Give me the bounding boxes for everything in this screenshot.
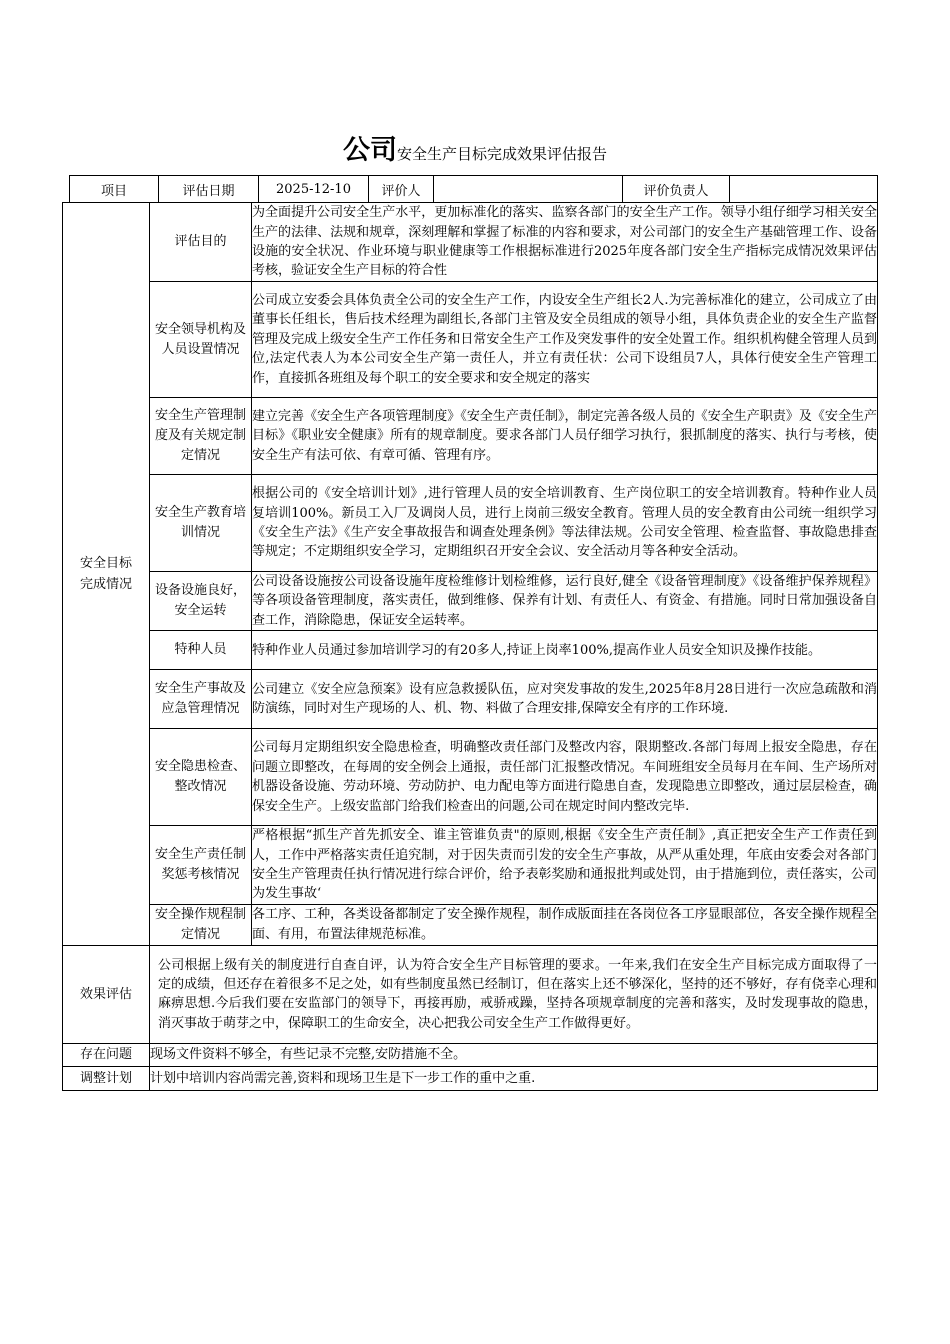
table-row — [63, 1066, 878, 1090]
table-row — [63, 670, 878, 729]
responsible-value — [730, 176, 878, 203]
date-value: 2025-12-10 — [259, 176, 369, 203]
row-text: 各工序、工种，各类设备都制定了安全操作规程，制作成版面挂在各岗位各工序显眼部位，各安全操作规程全面、有用，布置法律规范标准。 — [252, 904, 878, 945]
table-row — [63, 1043, 878, 1066]
row-text: 公司每月定期组织安全隐患检查，明确整改责任部门及整改内容，限期整改.各部门每周上报安全隐患，存在问题立即整改，在每周的安全例会上通报，责任部门汇报整改情况。车间班组安全员每月在车间、生产场所对机器设备设施、劳动环境、劳动防护、电力配电等方面进行隐患自查，发现隐患立即整改，通过层层检查，确保安全生产。上级安监部门给我们检查出的问题,公司在规定时间内整改完毕. — [252, 729, 878, 826]
project-label: 项目 — [70, 176, 159, 203]
report-title — [0, 134, 950, 171]
row-text: 特种作业人员通过参加培训学习的有20多人,持证上岗率100%,提高作业人员安全知识及操作技能。 — [252, 631, 878, 670]
table-row — [63, 398, 878, 475]
problems-label: 存在问题 — [63, 1043, 150, 1066]
table-row — [63, 475, 878, 572]
responsible-label: 评价负责人 — [623, 176, 730, 203]
header-row — [70, 176, 878, 203]
report-subtitle: 安全生产目标完成效果评估报告 — [396, 145, 607, 163]
table-row — [63, 203, 878, 282]
company-name: 公司 — [342, 135, 397, 166]
row-text: 公司建立《安全应急预案》设有应急救援队伍，应对突发事故的发生,2025年8月28日进行一次应急疏散和消防演练，同时对生产现场的人、机、物、料做了合理安排,保障安全有序的工作环境. — [252, 670, 878, 729]
row-text: 严格根据“抓生产首先抓安全、谁主管谁负责"的原则,根据《安全生产责任制》,真正把安全生产工作责任到人，工作中严格落实责任追究制，对于因失责而引发的安全生产事故，从严从重处理，年底由安委会对各部门安全生产管理责任执行情况进行综合评价，给予表彰奖励和通报批判或处罚，由于措施到位，责任落实，公司为发生事故‘ — [252, 826, 878, 905]
row-label: 安全领导机构及人员设置情况 — [150, 282, 252, 398]
category-completion: 安全目标完成情况 — [63, 203, 150, 946]
row-label: 安全生产教育培训情况 — [150, 475, 252, 572]
row-text: 公司成立安委会具体负责全公司的安全生产工作，内设安全生产组长2人.为完善标准化的建立，公司成立了由董事长任组长，售后技术经理为副组长,各部门主管及安全员组成的领导小组，具体负责企业的安全生产监督管理及完成上级安全生产工作任务和日常安全生产工作及突发事件的安全处置工作。组织机构健全管理人员到位,法定代表人为本公司安全生产第一责任人，并立有责任状：公司下设组员7人，具体行使安全生产管理工作，直接抓各班组及每个职工的安全要求和安全规定的落实 — [252, 282, 878, 398]
row-text: 根据公司的《安全培训计划》,进行管理人员的安全培训教育、生产岗位职工的安全培训教育。特种作业人员复培训100%。新员工入厂及调岗人员，进行上岗前三级安全教育。管理人员的安全教育由公司统一组织学习《安全生产法》《生产安全事故报告和调查处理条例》等法律法规。公司安全管理、检查监督、事故隐患排查等规定；不定期组织安全学习，定期组织召开安全会议、安全活动月等各种安全活动。 — [252, 475, 878, 572]
assessment-table — [62, 202, 878, 1091]
effect-label: 效果评估 — [63, 945, 150, 1043]
row-label: 安全生产事故及应急管理情况 — [150, 670, 252, 729]
effect-text: 公司根据上级有关的制度进行自查自评，认为符合安全生产目标管理的要求。一年来,我们在安全生产目标完成方面取得了一定的成绩，但还存在着很多不足之处，如有些制度虽然已经制订，但在落实上还不够深化，坚持的还不够好，存有侥幸心理和麻痹思想.今后我们要在安监部门的领导下，再接再励，戒骄戒躁，坚持各项规章制度的完善和落实，及时发现事故的隐患，消灭事故于萌芽之中，保障职工的生命安全，决心把我公司安全生产工作做得更好。 — [150, 945, 878, 1043]
row-label: 安全生产管理制度及有关规定制定情况 — [150, 398, 252, 475]
row-label: 特种人员 — [150, 631, 252, 670]
row-text: 公司设备设施按公司设备设施年度检维修计划检维修，运行良好,健全《设备管理制度》《设备维护保养规程》等各项设备管理制度，落实责任，做到维修、保养有计划、有责任人、有资金、有措施。同时日常加强设备自查工作，消除隐患，保证安全运转率。 — [252, 572, 878, 631]
row-label: 安全操作规程制定情况 — [150, 904, 252, 945]
header-table — [69, 175, 878, 203]
plan-label: 调整计划 — [63, 1066, 150, 1090]
row-label: 安全隐患检查、整改情况 — [150, 729, 252, 826]
evaluator-value — [434, 176, 623, 203]
table-row — [63, 729, 878, 826]
table-row — [63, 826, 878, 905]
row-label: 安全生产责任制奖惩考核情况 — [150, 826, 252, 905]
table-row — [63, 945, 878, 1043]
plan-text: 计划中培训内容尚需完善,资料和现场卫生是下一步工作的重中之重. — [150, 1066, 878, 1090]
problems-text: 现场文件资料不够全，有些记录不完整,安防措施不全。 — [150, 1043, 878, 1066]
table-row — [63, 572, 878, 631]
row-text: 为全面提升公司安全生产水平，更加标准化的落实、监察各部门的安全生产工作。领导小组仔细学习相关安全生产的法律、法规和规章，深刻理解和掌握了标准的内容和要求，对公司部门的安全生产基础管理工作、设备设施的安全状况、作业环境与职业健康等工作根据标准进行2025年度各部门安全生产指标完成情况效果评估考核，验证安全生产目标的符合性 — [252, 203, 878, 282]
date-label: 评估日期 — [159, 176, 259, 203]
table-row — [63, 282, 878, 398]
row-label: 设备设施良好，安全运转 — [150, 572, 252, 631]
row-label: 评估目的 — [150, 203, 252, 282]
evaluator-label: 评价人 — [369, 176, 434, 203]
table-row — [63, 631, 878, 670]
table-row — [63, 904, 878, 945]
row-text: 建立完善《安全生产各项管理制度》《安全生产责任制》，制定完善各级人员的《安全生产职责》及《安全生产目标》《职业安全健康》所有的规章制度。要求各部门人员仔细学习执行，狠抓制度的落实、执行与考核，使安全生产有法可依、有章可循、管理有序。 — [252, 398, 878, 475]
